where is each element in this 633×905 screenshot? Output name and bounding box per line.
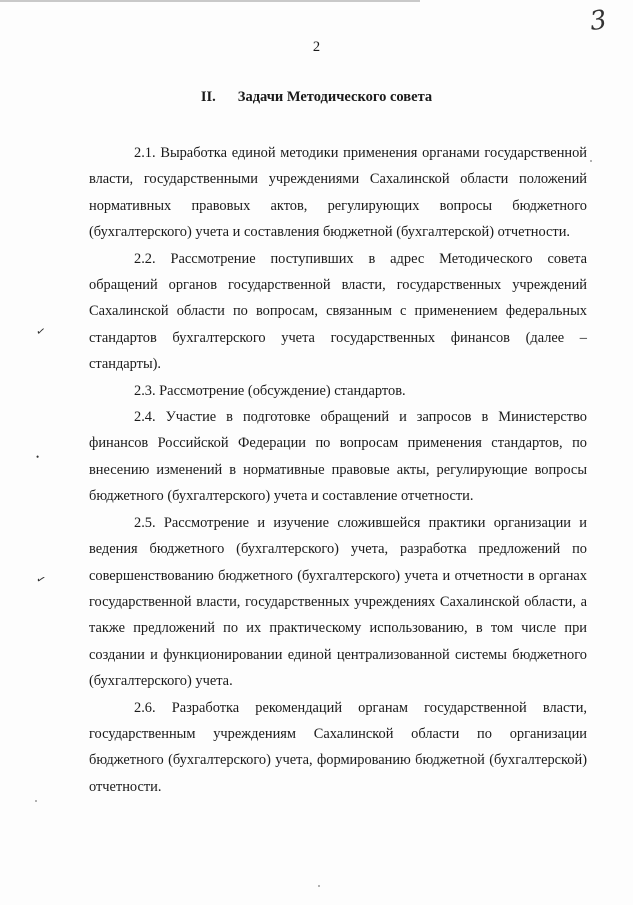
section-heading xyxy=(0,89,633,106)
scan-edge xyxy=(0,0,420,2)
paragraph-2-3: 2.3. Рассмотрение (обсуждение) стандартов. xyxy=(134,382,406,399)
scan-speck xyxy=(35,800,37,802)
margin-check-mark: ✓ xyxy=(35,325,47,339)
page-number: 2 xyxy=(312,39,321,55)
handwritten-page-mark: 3 xyxy=(588,4,610,38)
margin-check-mark: ✓ xyxy=(34,572,48,588)
paragraph-2-1: 2.1. Выработка единой методики применения органами государственной власти, государственными учреждениями Сахалинской области положений нормативных правовых актов, регулирующих вопросы бюджетного (бухгалтерского) учета и составления бюджетной (бухгалтерской) отчетности. xyxy=(89,145,587,241)
scan-speck xyxy=(590,160,592,162)
paragraph-2-2: 2.2. Рассмотрение поступивших в адрес Методического совета обращений органов государственной власти, государственных учреждений Сахалинской области по вопросам, связанным с применением федеральных стандартов бухгалтерского учета государственных финансов (далее – стандарты). xyxy=(89,250,587,373)
paragraph-2-6: 2.6. Разработка рекомендаций органам государственной власти, государственным учреждениям Сахалинской области по организации бюджетного (бухгалтерского) учета, формированию бюджетной (бухгалтерской) отчетности. xyxy=(89,699,587,795)
paragraph-2-5: 2.5. Рассмотрение и изучение сложившейся практики организации и ведения бюджетного (бухгалтерского) учета, разработка предложений по совершенствованию бюджетного (бухгалтерского) учета и отчетности в органах государственной власти, государственных учреждениях Сахалинской области, а также предложений по их практическому использованию, в том числе при создании и функционировании единой централизованной системы бюджетного (бухгалтерского) учета. xyxy=(89,514,587,690)
section-title: Задачи Методического совета xyxy=(237,89,433,105)
margin-dot-mark: • xyxy=(36,452,40,462)
section-number: II. xyxy=(200,89,216,105)
scan-speck xyxy=(318,885,320,887)
document-body xyxy=(89,140,587,800)
paragraph-2-4: 2.4. Участие в подготовке обращений и запросов в Министерство финансов Российской Федерации по вопросам применения стандартов, по внесению изменений в нормативные правовые акты, регулирующие вопросы бюджетного (бухгалтерского) учета и составление отчетности. xyxy=(89,409,587,505)
